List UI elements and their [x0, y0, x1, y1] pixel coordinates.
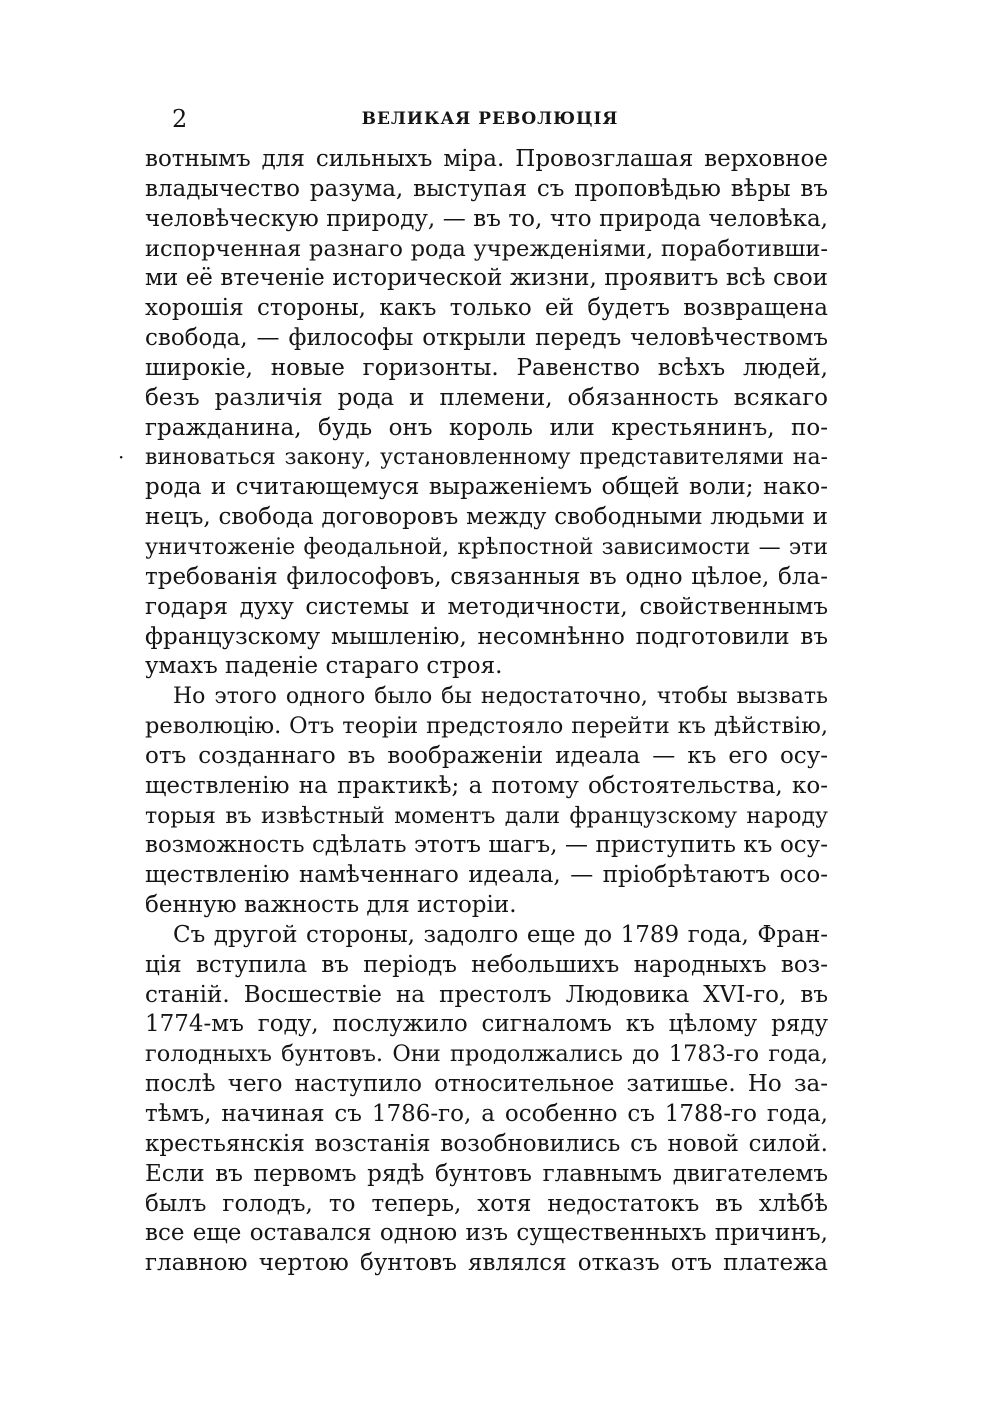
text-line: испорченная разнаго рода учрежденіями, поработивши- — [145, 235, 828, 262]
text-line: вотнымъ для сильныхъ міра. Провозглашая верховное — [145, 146, 828, 172]
text-line: требованія философовъ, связанныя въ одно цѣлое, бла- — [145, 563, 828, 590]
text-line: ми её втеченіе исторической жизни, проявитъ всѣ свои — [145, 265, 828, 292]
running-title: ВЕЛИКАЯ РЕВОЛЮЦІЯ — [361, 109, 619, 129]
text-line: отъ созданнаго въ воображеніи идеала — къ его осу- — [145, 742, 828, 769]
text-line: владычество разума, выступая съ проповѣдью вѣры въ — [145, 175, 828, 202]
text-line: виноваться закону, установленному представителями на- — [145, 445, 828, 471]
text-line: безъ различія рода и племени, обязанность всякаго — [145, 384, 828, 411]
paragraph-2 — [145, 682, 828, 921]
text-line: 1774-мъ году, послужило сигналомъ къ цѣлому ряду — [145, 1011, 828, 1038]
text-line: человѣческую природу, — въ то, что природа человѣка, — [145, 205, 828, 232]
text-line: тѣмъ, начиная съ 1786-го, а особенно съ 1788-го года, — [145, 1101, 828, 1127]
text-line: голодныхъ бунтовъ. Они продолжались до 1783-го года, — [145, 1041, 828, 1068]
text-line: главною чертою бунтовъ являлся отказъ отъ платежа — [145, 1250, 828, 1277]
text-line: свобода, — философы открыли передъ человѣчествомъ — [145, 325, 828, 352]
text-line: нецъ, свобода договоровъ между свободными людьми и — [145, 504, 828, 531]
text-line: крестьянскія возстанія возобновились съ новой силой. — [145, 1130, 828, 1157]
text-line: все еще оставался одною изъ существенныхъ причинъ, — [145, 1220, 828, 1247]
text-line: широкіе, новые горизонты. Равенство всѣхъ людей, — [145, 354, 828, 381]
paragraph-1 — [145, 145, 828, 682]
page-number: 2 — [172, 105, 188, 133]
text-line: революцію. Отъ теоріи предстояло перейти къ дѣйствію, — [145, 713, 828, 740]
text-line: бенную важность для исторіи. — [145, 892, 517, 919]
text-line: французскому мышленію, несомнѣнно подготовили въ — [145, 623, 828, 650]
text-line: хорошія стороны, какъ только ей будетъ возвращена — [145, 295, 828, 322]
running-head — [145, 104, 835, 134]
body-text — [145, 145, 828, 1279]
text-line: Если въ первомъ рядѣ бунтовъ главнымъ двигателемъ — [145, 1160, 828, 1187]
text-line: послѣ чего наступило относительное затишье. Но за- — [145, 1071, 828, 1098]
text-line: былъ голодъ, то теперь, хотя недостатокъ въ хлѣбѣ — [145, 1190, 828, 1217]
text-line: умахъ паденіе стараго строя. — [145, 653, 503, 680]
text-line: ществленію на практикѣ; а потому обстоятельства, ко- — [145, 772, 828, 799]
margin-mark: · — [118, 445, 125, 469]
text-line: рода и считающемуся выраженіемъ общей воли; нако- — [145, 474, 828, 501]
text-line: станій. Восшествіе на престолъ Людовика XVI-го, въ — [145, 981, 828, 1008]
text-line: ществленію намѣченнаго идеала, — пріобрѣтаютъ осо- — [145, 862, 828, 889]
text-line: Но этого одного было бы недостаточно, чтобы вызвать — [173, 684, 828, 710]
text-line: возможность сдѣлать этотъ шагъ, — приступить къ осу- — [145, 832, 828, 859]
text-line: ція вступила въ періодъ небольшихъ народныхъ воз- — [145, 951, 828, 978]
text-line: гражданина, будь онъ король или крестьянинъ, по- — [145, 414, 828, 441]
text-line: годаря духу системы и методичности, свойственнымъ — [145, 593, 828, 620]
text-line: уничтоженіе феодальной, крѣпостной зависимости — эти — [145, 534, 828, 560]
text-line: Съ другой стороны, задолго еще до 1789 года, Фран- — [173, 921, 828, 948]
paragraph-3 — [145, 921, 828, 1279]
text-line: торыя въ извѣстный моментъ дали французскому народу — [145, 803, 828, 829]
